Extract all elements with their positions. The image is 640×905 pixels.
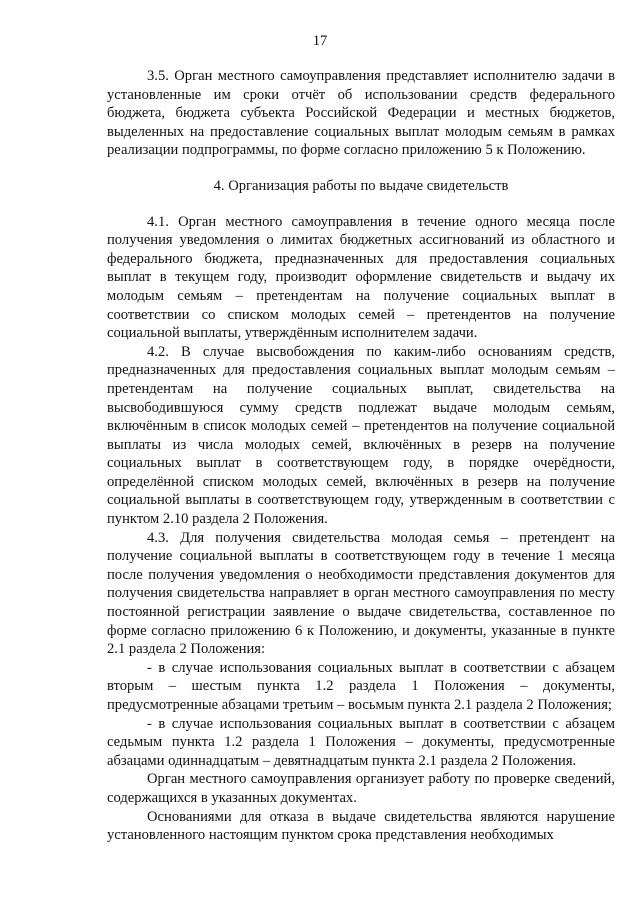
paragraph-refusal-grounds: Основаниями для отказа в выдаче свидетельства являются нарушение установленного настоящим пунктом срока представления необходимых <box>107 808 615 844</box>
page-number: 17 <box>312 33 328 49</box>
paragraph-verification: Орган местного самоуправления организует работу по проверке сведений, содержащихся в указанных документах. <box>107 771 615 806</box>
section-heading: 4. Организация работы по выдаче свидетельств <box>213 177 509 194</box>
paragraph-4-1: 4.1. Орган местного самоуправления в течение одного месяца после получения уведомления о лимитах бюджетных ассигнований из областного и федерального бюджета, предназначенных для предоставления социальных выплат в текущем году, производит оформление свидетельств и выдачу их молодым семьям – претендентам на получение социальных выплат в соответствии со списком молодых семей – претендентов на получение социальной выплаты, утверждённым исполнителем задачи. <box>107 213 615 342</box>
paragraph-3-5: 3.5. Орган местного самоуправления представляет исполнителю задачи в установленные им сроки отчёт об использовании средств федерального бюджета, бюджета субъекта Российской Федерации и местных бюджетов, выделенных на предоставление социальных выплат молодым семьям в рамках реализации подпрограммы, по форме согласно приложению 5 к Положению. <box>107 68 615 159</box>
list-item-option-1: - в случае использования социальных выплат в соответствии с абзацем вторым – шестым пункта 1.2 раздела 1 Положения – документы, предусмотренные абзацами третьим – восьмым пункта 2.1 раздела 2 Положения; <box>107 659 615 713</box>
paragraph-4-2: 4.2. В случае высвобождения по каким-либо основаниям средств, предназначенных для предоставления социальных выплат молодым семьям – претендентам на получение социальных выплат, свидетельства на высвободившуюся сумму средств подлежат выдаче молодым семьям, включённым в список молодых семей – претендентов на получение социальной выплаты из числа молодых семей, включённых в резерв на получение социальных выплат в соответствующем году, в порядке очерёдности, определённой списком молодых семей, включённых в резерв на получение социальной выплаты в соответствующем году, утвержденным в соответствии с пунктом 2.10 раздела 2 Положения. <box>107 343 615 528</box>
spacer <box>107 196 615 213</box>
spacer <box>107 160 615 177</box>
paragraph-4-3: 4.3. Для получения свидетельства молодая семья – претендент на получение социальной выплаты в соответствующем году в течение 1 месяца после получения уведомления о необходимости представления документов для получения свидетельства направляет в орган местного самоуправления по месту постоянной регистрации заявление о выдаче свидетельства, составленное по форме согласно приложению 6 к Положению, и документы, указанные в пункте 2.1 раздела 2 Положения: <box>107 529 615 658</box>
document-body <box>107 67 615 845</box>
list-item-option-2: - в случае использования социальных выплат в соответствии с абзацем седьмым пункта 1.2 раздела 1 Положения – документы, предусмотренные абзацами одиннадцатым – девятнадцатым пункта 2.1 раздела 2 Положения. <box>107 715 615 769</box>
